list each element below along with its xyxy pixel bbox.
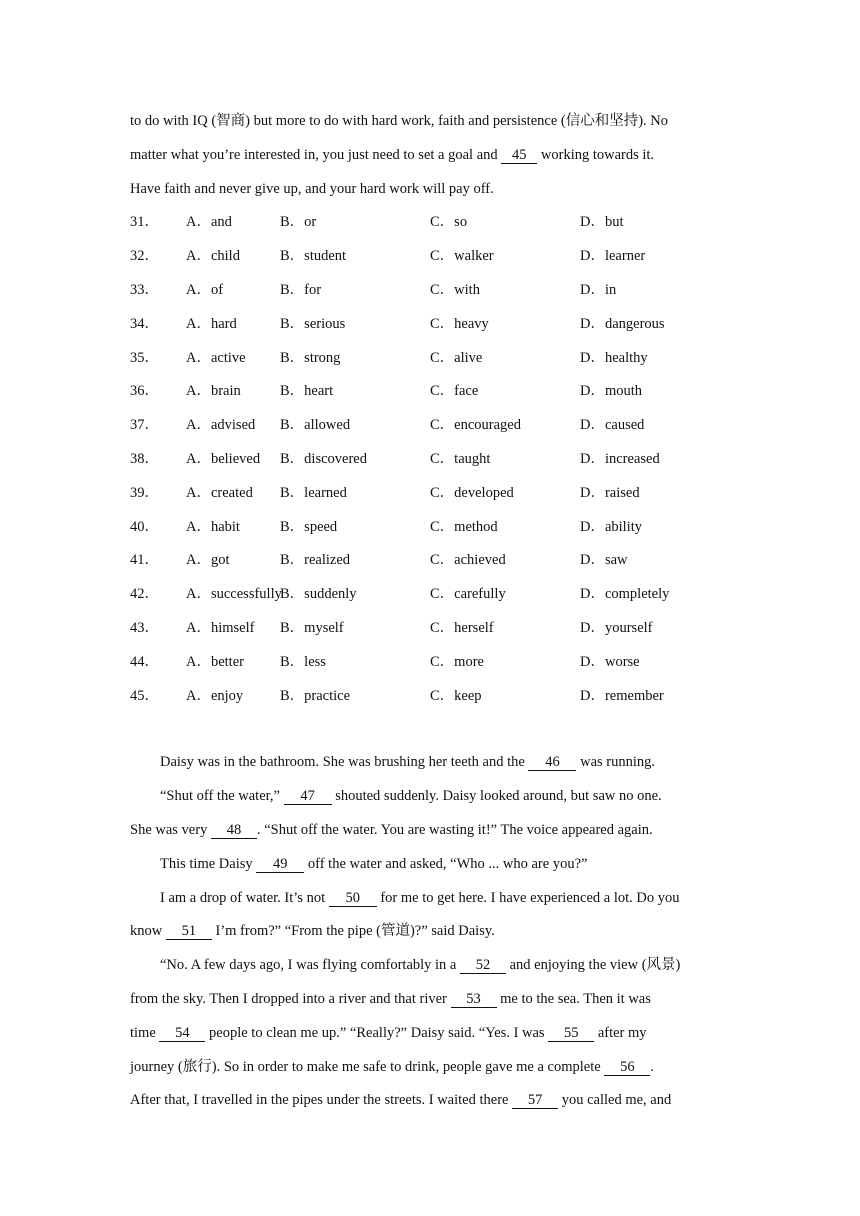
option-d: D．remember — [580, 687, 664, 704]
question-row — [130, 612, 742, 646]
question-number: 43． — [130, 619, 159, 636]
option-b: B．or — [280, 214, 317, 231]
question-row — [130, 240, 742, 274]
text: to do with IQ (智商) but more to do with hard work, faith and persistence (信心和坚持). No — [130, 113, 669, 129]
question-row — [130, 409, 742, 443]
option-a: A．got — [186, 552, 230, 569]
option-a: A．active — [186, 349, 246, 366]
text: was running. — [576, 754, 656, 771]
answer-blank-49: 49 — [256, 857, 304, 873]
answer-blank-46: 46 — [528, 755, 576, 771]
passage2-line — [130, 1017, 742, 1051]
option-c: C．achieved — [430, 552, 506, 569]
option-b: B．speed — [280, 518, 338, 535]
option-b: B．serious — [280, 315, 346, 332]
question-number: 44． — [130, 653, 159, 670]
option-c: C．alive — [430, 349, 483, 366]
option-c: C．so — [430, 214, 468, 231]
option-b: B．for — [280, 281, 322, 298]
passage2-line — [130, 915, 742, 949]
text: Have faith and never give up, and your hard work will pay off. — [130, 180, 494, 197]
option-a: A．hard — [186, 315, 237, 332]
question-number: 37． — [130, 417, 159, 434]
option-a: A．of — [186, 281, 224, 298]
question-number: 42． — [130, 586, 159, 603]
option-d: D．but — [580, 214, 624, 231]
text: She was very — [130, 821, 211, 838]
option-a: A．enjoy — [186, 687, 244, 704]
passage2 — [130, 746, 742, 1118]
question-number: 38． — [130, 450, 159, 467]
option-b: B．learned — [280, 484, 347, 501]
option-b: B．allowed — [280, 417, 351, 434]
option-d: D．caused — [580, 417, 645, 434]
option-b: B．practice — [280, 687, 351, 704]
text: . — [650, 1058, 654, 1075]
question-row — [130, 680, 742, 714]
question-number: 36． — [130, 383, 159, 400]
answer-blank-54: 54 — [159, 1026, 205, 1042]
question-row — [130, 375, 742, 409]
question-row — [130, 578, 742, 612]
option-a: A．created — [186, 484, 253, 501]
option-a: A．habit — [186, 518, 240, 535]
option-b: B．realized — [280, 552, 351, 569]
question-row — [130, 274, 742, 308]
option-d: D．saw — [580, 552, 628, 569]
option-a: A．believed — [186, 450, 261, 467]
text: off the water and asked, “Who ... who are you?” — [304, 855, 588, 872]
question-number: 33． — [130, 281, 159, 298]
option-c: C．encouraged — [430, 417, 521, 434]
text: I am a drop of water. It’s not — [160, 889, 329, 906]
option-d: D．in — [580, 281, 617, 298]
option-a: A．child — [186, 248, 240, 265]
question-row — [130, 544, 742, 578]
passage2-line — [130, 983, 742, 1017]
option-d: D．raised — [580, 484, 640, 501]
text: After that, I travelled in the pipes under the streets. I waited there — [130, 1092, 513, 1109]
text: from the sky. Then I dropped into a river and that river — [130, 990, 451, 1007]
text: This time Daisy — [160, 855, 257, 872]
document-page — [130, 105, 742, 1118]
text: know — [130, 923, 166, 940]
question-number: 41． — [130, 552, 159, 569]
text: “No. A few days ago, I was flying comfortably in a — [160, 957, 460, 974]
passage1-line — [130, 173, 742, 207]
option-a: A．brain — [186, 383, 241, 400]
question-number: 32． — [130, 248, 159, 265]
question-row — [130, 443, 742, 477]
option-b: B．less — [280, 653, 326, 670]
option-b: B．heart — [280, 383, 334, 400]
question-number: 31． — [130, 214, 159, 231]
option-c: C．carefully — [430, 586, 506, 603]
option-c: C．walker — [430, 248, 494, 265]
option-d: D．ability — [580, 518, 643, 535]
option-d: D．mouth — [580, 383, 643, 400]
passage2-line — [130, 1084, 742, 1118]
question-row — [130, 646, 742, 680]
answer-blank-57: 57 — [512, 1093, 558, 1109]
question-row — [130, 206, 742, 240]
options-list — [130, 206, 742, 713]
passage2-line — [130, 949, 742, 983]
option-c: C．herself — [430, 619, 494, 636]
answer-blank-55: 55 — [548, 1026, 594, 1042]
option-a: A．and — [186, 214, 232, 231]
question-number: 40． — [130, 518, 159, 535]
option-d: D．dangerous — [580, 315, 665, 332]
option-c: C．keep — [430, 687, 482, 704]
text: people to clean me up.” “Really?” Daisy said. “Yes. I was — [205, 1024, 549, 1041]
option-b: B．student — [280, 248, 347, 265]
answer-blank-50: 50 — [329, 891, 377, 907]
option-c: C．more — [430, 653, 484, 670]
answer-blank-47: 47 — [284, 789, 332, 805]
option-b: B．discovered — [280, 450, 367, 467]
section-gap — [130, 713, 742, 746]
text: . “Shut off the water. You are wasting it!” The voice appeared again. — [256, 821, 653, 838]
question-number: 34． — [130, 315, 159, 332]
text: Daisy was in the bathroom. She was brushing her teeth and the — [160, 754, 529, 771]
text: me to the sea. Then it was — [496, 990, 651, 1007]
option-a: A．advised — [186, 417, 256, 434]
text: after my — [594, 1024, 647, 1041]
option-d: D．worse — [580, 653, 640, 670]
answer-blank-45: 45 — [501, 148, 537, 164]
answer-blank-52: 52 — [460, 958, 506, 974]
answer-blank-53: 53 — [451, 992, 497, 1008]
passage2-line — [130, 746, 742, 780]
answer-blank-48: 48 — [211, 823, 257, 839]
text: journey (旅行). So in order to make me safe to drink, people gave me a complete — [130, 1058, 605, 1075]
passage1-line — [130, 105, 742, 139]
option-c: C．with — [430, 281, 480, 298]
option-b: B．strong — [280, 349, 341, 366]
option-c: C．method — [430, 518, 498, 535]
question-number: 35． — [130, 349, 159, 366]
option-c: C．face — [430, 383, 479, 400]
text: shouted suddenly. Daisy looked around, but saw no one. — [331, 788, 662, 805]
question-row — [130, 511, 742, 545]
option-d: D．completely — [580, 586, 670, 603]
option-a: A．himself — [186, 619, 255, 636]
question-number: 39． — [130, 484, 159, 501]
text: for me to get here. I have experienced a lot. Do you — [376, 889, 680, 906]
text: and enjoying the view (风景) — [506, 957, 681, 974]
passage1-line — [130, 139, 742, 173]
answer-blank-56: 56 — [604, 1060, 650, 1076]
option-a: A．successfully — [186, 586, 282, 603]
text: matter what you’re interested in, you just need to set a goal and — [130, 146, 502, 163]
passage2-line — [130, 780, 742, 814]
option-d: D．yourself — [580, 619, 653, 636]
text: working towards it. — [537, 146, 655, 163]
passage2-line — [130, 882, 742, 916]
option-b: B．myself — [280, 619, 344, 636]
option-c: C．developed — [430, 484, 514, 501]
option-d: D．increased — [580, 450, 660, 467]
text: time — [130, 1024, 160, 1041]
option-d: D．healthy — [580, 349, 648, 366]
option-d: D．learner — [580, 248, 646, 265]
text: you called me, and — [558, 1092, 672, 1109]
option-b: B．suddenly — [280, 586, 357, 603]
passage2-line — [130, 1051, 742, 1085]
question-row — [130, 308, 742, 342]
question-row — [130, 342, 742, 376]
option-c: C．heavy — [430, 315, 489, 332]
passage2-line — [130, 814, 742, 848]
text: I’m from?” “From the pipe (管道)?” said Daisy. — [211, 923, 495, 940]
option-a: A．better — [186, 653, 244, 670]
text: “Shut off the water,” — [160, 788, 284, 805]
question-number: 45． — [130, 687, 159, 704]
answer-blank-51: 51 — [166, 924, 212, 940]
option-c: C．taught — [430, 450, 491, 467]
question-row — [130, 477, 742, 511]
passage2-line — [130, 848, 742, 882]
